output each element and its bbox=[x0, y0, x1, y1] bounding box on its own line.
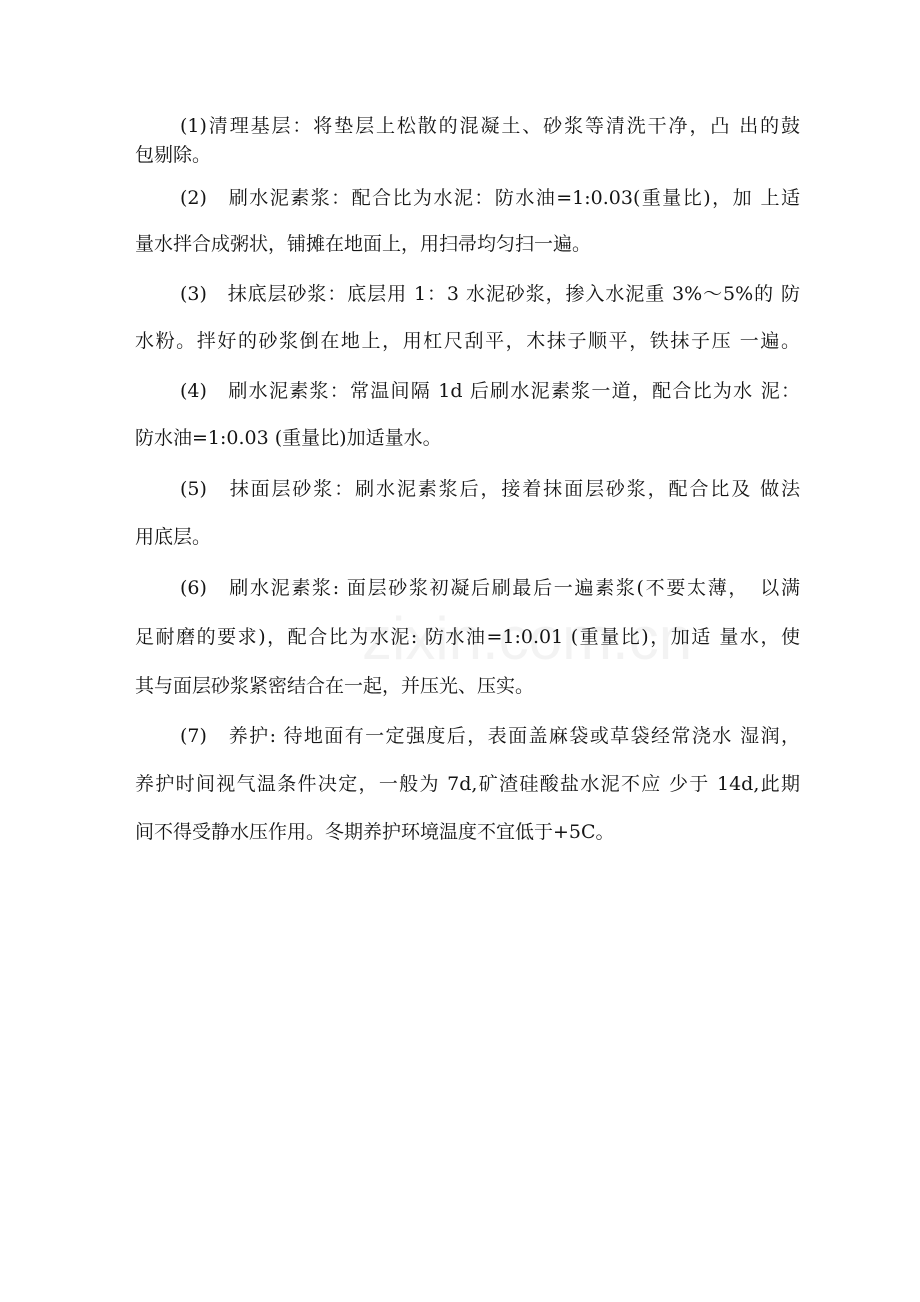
paragraph-4-line-1: (4) 刷水泥素浆：常温间隔 1d 后刷水泥素浆一道，配合比为水 泥： bbox=[180, 380, 800, 402]
paragraph-2-line-1: (2) 刷水泥素浆：配合比为水泥：防水油=1:0.03(重量比)，加 上适 bbox=[180, 187, 800, 209]
paragraph-1-line-1: (1)清理基层：将垫层上松散的混凝土、砂浆等清洗干净，凸 出的鼓 bbox=[180, 115, 800, 137]
paragraph-5-line-1: (5) 抹面层砂浆：刷水泥素浆后，接着抹面层砂浆，配合比及 做法 bbox=[180, 478, 800, 500]
paragraph-7-line-1: (7) 养护: 待地面有一定强度后，表面盖麻袋或草袋经常浇水 湿润， bbox=[180, 725, 800, 747]
paragraph-3-line-2: 水粉。拌好的砂浆倒在地上，用杠尺刮平，木抹子顺平，铁抹子压 一遍。 bbox=[135, 330, 800, 352]
paragraph-5-line-2: 用底层。 bbox=[135, 526, 212, 548]
paragraph-1-line-2: 包剔除。 bbox=[135, 144, 212, 166]
paragraph-2-line-2: 量水拌合成粥状，铺摊在地面上，用扫帚均匀扫一遍。 bbox=[135, 233, 592, 255]
paragraph-6-line-2: 足耐磨的要求)，配合比为水泥: 防水油=1:0.01 (重量比)，加适 量水，使 bbox=[135, 626, 800, 648]
paragraph-3-line-1: (3) 抹底层砂浆：底层用 1：3 水泥砂浆，掺入水泥重 3%～5%的 防 bbox=[180, 283, 800, 305]
paragraph-7-line-2: 养护时间视气温条件决定，一般为 7d,矿渣硅酸盐水泥不应 少于 14d,此期 bbox=[135, 773, 800, 795]
paragraph-7-line-3: 间不得受静水压作用。冬期养护环境温度不宜低于+5C。 bbox=[135, 821, 615, 843]
paragraph-6-line-3: 其与面层砂浆紧密结合在一起，并压光、压实。 bbox=[135, 675, 535, 697]
paragraph-6-line-1: (6) 刷水泥素浆: 面层砂浆初凝后刷最后一遍素浆(不要太薄， 以满 bbox=[180, 577, 800, 599]
paragraph-4-line-2: 防水油=1:0.03 (重量比)加适量水。 bbox=[135, 427, 442, 449]
